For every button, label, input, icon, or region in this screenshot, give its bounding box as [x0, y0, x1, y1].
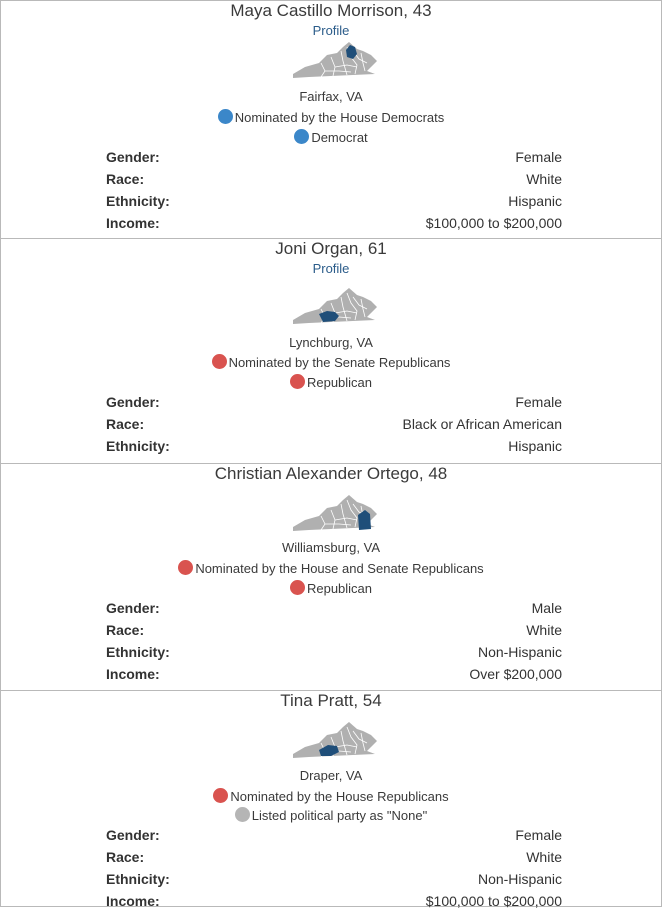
- candidate-name: Tina Pratt, 54: [280, 691, 382, 710]
- attribute-label: Race:: [106, 171, 145, 187]
- attribute-label: Income:: [106, 893, 160, 909]
- attribute-row: [106, 146, 562, 168]
- candidate-name: Maya Castillo Morrison, 43: [230, 1, 432, 20]
- nomination-party-dot: [218, 109, 233, 124]
- nomination-line: [1, 354, 661, 371]
- attribute-row: [106, 663, 562, 685]
- attribute-row: [106, 619, 562, 641]
- party-dot: [290, 580, 305, 595]
- attribute-value: Hispanic: [508, 438, 562, 454]
- attribute-value: $100,000 to $200,000: [425, 215, 562, 231]
- attribute-row: [106, 597, 562, 619]
- party-text: Republican: [306, 375, 373, 390]
- attribute-value: Female: [515, 149, 562, 165]
- attribute-label: Gender:: [106, 394, 160, 410]
- virginia-map: [291, 721, 379, 761]
- attribute-row: [106, 846, 562, 868]
- virginia-map: [291, 287, 379, 327]
- attribute-value: White: [526, 622, 562, 638]
- attribute-label: Race:: [106, 622, 145, 638]
- nomination-text: Nominated by the House Democrats: [234, 110, 445, 125]
- party-line: [1, 374, 661, 391]
- candidate-location: Draper, VA: [299, 768, 363, 783]
- nomination-party-dot: [213, 788, 228, 803]
- attribute-label: Gender:: [106, 827, 160, 843]
- attribute-value: $100,000 to $200,000: [425, 893, 562, 909]
- attribute-label: Gender:: [106, 600, 160, 616]
- nomination-line: [1, 560, 661, 577]
- party-line: [1, 129, 661, 146]
- attribute-label: Ethnicity:: [106, 438, 170, 454]
- party-dot: [235, 807, 250, 822]
- candidate-name: Joni Organ, 61: [275, 239, 387, 258]
- nomination-party-dot: [212, 354, 227, 369]
- nomination-text: Nominated by the House and Senate Republicans: [195, 561, 484, 576]
- candidate-location: Fairfax, VA: [299, 89, 363, 104]
- attribute-row: [106, 190, 562, 212]
- candidate-name: Christian Alexander Ortego, 48: [214, 464, 448, 483]
- party-line: [1, 580, 661, 597]
- virginia-map: [291, 494, 379, 534]
- virginia-map: [291, 41, 379, 81]
- attribute-row: [106, 641, 562, 663]
- attribute-value: Hispanic: [508, 193, 562, 209]
- attribute-row: [106, 391, 562, 413]
- attribute-row: [106, 890, 562, 912]
- party-dot: [294, 129, 309, 144]
- attribute-label: Income:: [106, 666, 160, 682]
- attribute-value: Black or African American: [402, 416, 562, 432]
- nomination-text: Nominated by the House Republicans: [230, 789, 449, 804]
- attribute-value: Male: [531, 600, 562, 616]
- attribute-label: Ethnicity:: [106, 193, 170, 209]
- candidate-card: [0, 463, 662, 690]
- attribute-value: Over $200,000: [469, 666, 562, 682]
- nomination-party-dot: [178, 560, 193, 575]
- party-text: Republican: [306, 581, 373, 596]
- attribute-value: Female: [515, 394, 562, 410]
- nomination-line: [1, 788, 661, 805]
- party-text: Democrat: [311, 130, 368, 145]
- attribute-label: Income:: [106, 215, 160, 231]
- attribute-label: Ethnicity:: [106, 871, 170, 887]
- attribute-value: White: [526, 849, 562, 865]
- party-text: Listed political party as "None": [251, 808, 428, 823]
- attribute-row: [106, 413, 562, 435]
- party-line: [1, 807, 661, 824]
- attribute-value: Non-Hispanic: [477, 871, 562, 887]
- attribute-value: White: [526, 171, 562, 187]
- attribute-label: Ethnicity:: [106, 644, 170, 660]
- candidate-location: Lynchburg, VA: [289, 335, 373, 350]
- attribute-label: Gender:: [106, 149, 160, 165]
- profile-link[interactable]: Profile: [312, 261, 350, 276]
- attribute-label: Race:: [106, 849, 145, 865]
- attribute-value: Non-Hispanic: [477, 644, 562, 660]
- candidate-location: Williamsburg, VA: [281, 540, 380, 555]
- attribute-value: Female: [515, 827, 562, 843]
- attribute-row: [106, 212, 562, 234]
- virginia-state-shape: [293, 42, 377, 78]
- attribute-row: [106, 435, 562, 457]
- candidate-card: [0, 238, 662, 463]
- nomination-line: [1, 109, 661, 126]
- attribute-row: [106, 824, 562, 846]
- candidate-card: [0, 690, 662, 907]
- attribute-row: [106, 868, 562, 890]
- party-dot: [290, 374, 305, 389]
- attribute-label: Race:: [106, 416, 145, 432]
- attribute-row: [106, 168, 562, 190]
- candidate-card: [0, 0, 662, 238]
- profile-link[interactable]: Profile: [312, 23, 350, 38]
- nomination-text: Nominated by the Senate Republicans: [228, 355, 451, 370]
